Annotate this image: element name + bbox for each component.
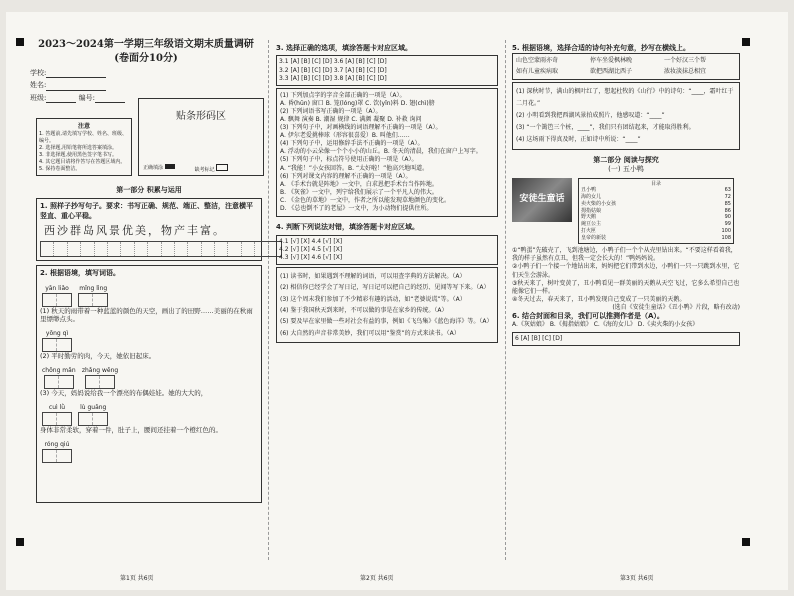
q2-line-3: chōng mǎn zhǎng wēng — [40, 367, 258, 389]
book-section — [512, 178, 740, 245]
column-1-body — [36, 186, 262, 503]
registration-mark — [16, 538, 24, 546]
q1-title: 1. 照样子抄写句子。要求：书写正确、规范、端正、整洁，注意横平竖直、重心平稳。 — [40, 202, 253, 220]
answer-box[interactable] — [42, 412, 72, 426]
q2-line-4: cuì lǜ lù guāng — [40, 404, 258, 426]
q2-line-2: yōng qì — [40, 330, 258, 352]
name-field[interactable]: 姓名: — [30, 81, 262, 90]
book-toc: 目录 丑小鸭 63 海的女儿 72 卖火柴的小女孩 85 拇指姑娘 86 野天鹅 90 豌豆公主 99 打火匣 100 皇帝的新装 108 — [578, 178, 734, 245]
class-field[interactable]: 班级: 编号: — [30, 94, 262, 103]
column-2 — [276, 44, 498, 343]
q3-items: (1) 下列加点字的字音全部正确的一项是（A）。 A. 昏(hūn) 窗口 B. 笼(lóng)罩 C. 饮(yǐn)料 D. 翅(chì)膀 (2) 下列词语书写正确的一项是（A）。 A. 飘舞 演奏 B. 潮湿 规律 C. 满颜 凝聚 D. 补救 询问 (3) 下列句子中，对画横线的词语理解不正确的一项是（A）。 A. 伊尔老爱挑棒球（形容很喜爱）B. 叫他们…… (4) 下列句子中，运用修辞手法不正确的一项是（A）。 A. 浮动的小云朵像一个个小小的山丘。B. 冬天的清晨，我们在窗户上写字。 (5) 下列句子中，标点符号使用正确的一项是（A）。 A. “我能！”小女孩回答。B. “太好啦！”他高兴地叫道。 (6) 下列对课文内容的理解不正确的一项是（A）。 A. 《手术台就是阵地》一文中，白求恩把手术台当作阵地。 B. 《灰雀》一文中，列宁给我们展示了一个平凡人的伟大。 C. 《金色的草地》一文中，作者之所以能发现草地颜色的变化。 D. 《总也倒不了的老屋》一文中，为小动物们提供住所。 — [276, 88, 498, 217]
q2-box — [36, 265, 262, 503]
exam-title: 2023～2024第一学期三年级语文期末质量调研 — [38, 39, 254, 50]
q5-title: 5. 根据语境，选择合适的诗句补充句意，抄写在横线上。 — [512, 44, 690, 52]
q2-line-1: yān liǎo mǐng lìng — [40, 285, 258, 307]
page-footer-3: 第3页 共6页 — [620, 575, 654, 582]
registration-mark — [742, 538, 750, 546]
q2-p3: (3) 今天，妈妈说给我一个漂亮的布偶娃娃。她的大大的， — [40, 389, 208, 398]
exam-subtitle: (卷面分10分) — [114, 52, 178, 64]
answer-box[interactable] — [42, 449, 72, 463]
q3-answer-card[interactable]: 3.1 [A] [B] [C] [D] 3.6 [A] [B] [C] [D] 3.2 [A] [B] [C] [D] 3.7 [A] [B] [C] [D] 3.3 [A] [B] [C] [D] 3.8 [A] [B] [C] [D] — [276, 55, 498, 85]
page-footer-1: 第1页 共6页 — [120, 575, 154, 582]
q2-line-5: róng qiú — [40, 441, 258, 463]
page-footer-2: 第2页 共6页 — [360, 575, 394, 582]
notice-box: 注意 1. 答题前,请先填写学校、姓名、班级、编号。 2. 选择题,用铅笔将所选答案填涂。 3. 非选择题,使用黑色签字笔书写。 4. 其它题目请将作答写在答题区域内。 5. 保持卷面整洁。 — [36, 118, 132, 176]
answer-box[interactable] — [42, 338, 72, 352]
q4-title: 4. 判断下列说法对错，填涂答题卡对应区域。 — [276, 223, 419, 232]
answer-box[interactable] — [42, 293, 72, 307]
q5-items: (1) 深秋时节，满山的枫叶红了，想起杜牧的《山行》中的诗句：“____，霜叶红于二月花。” (2) 小明看到我把西湖风景拍成照片，他感叹道：“____” (3) “一个篱笆三个桩，____”，我们只有团结起来，才能取得胜利。 (4) 这场雨下得真及时，正如诗中所说：“____” — [512, 82, 740, 150]
barcode-area: 贴条形码区 正确填涂 缺考标记 — [138, 98, 264, 176]
q2-p4: 身体非常柔软，穿着一件，肚子上，腰间还挂着一个橙红色的。 — [40, 426, 222, 435]
q3-title: 3. 选择正确的选项，填涂答题卡对应区域。 — [276, 44, 412, 52]
q2-p1: (1) 秋天的雨带着一种蓝蓝的颜色的天空，画出了的田野……美丽的在秋雨里缥缈点头。 — [40, 306, 253, 324]
q6-answer-card[interactable]: 6 [A] [B] [C] [D] — [512, 332, 740, 346]
column-1 — [30, 38, 262, 106]
column-divider — [505, 40, 506, 560]
answer-box[interactable] — [44, 375, 74, 389]
answer-box[interactable] — [78, 412, 108, 426]
q1-box — [36, 198, 262, 261]
school-field[interactable]: 学校: — [30, 69, 262, 78]
registration-mark — [742, 38, 750, 46]
q4-items: (1) 读书时，如果遇到不理解的词语，可以用查字典的方法解决。（A） (2) 相信你已经学会了写日记，写日记可以把自己的经历、见闻等写下来。（A） (3) 这个周末我们参加了不少精彩有趣的活动，如“老婆说谎”等。（A） (4) 鉴于我国秋天到来时，不可以做的事是在家乡的传统。（A） (5) 要及早在家里做一些对社会有益的事，例如《飞鸟集》《蓝色海洋》等。（A） (6) 大自然的声音非常美妙，我们可以用“鉴赏”的方式来读书。（A） — [276, 267, 498, 343]
q1-sentence: 西沙群岛风景优美，物产丰富。 — [44, 224, 226, 238]
part1-title: 第一部分 积累与运用 — [116, 186, 182, 194]
answer-box[interactable] — [85, 375, 115, 389]
q4-answer-card[interactable]: 4.1 [√] [X] 4.4 [√] [X] 4.2 [√] [X] 4.5 [√] [X] 4.3 [√] [X] 4.6 [√] [X] — [276, 235, 498, 265]
column-divider — [268, 40, 269, 560]
reading-passage: ①“鸭蛋”先破壳了，飞到池塘边，小鸭子们一个个从壳里钻出来。“不要这样看着我，我的样子虽然有点丑，但我一定会长大的！”鸭妈妈说。 ②小鸭子们一个接一个地钻出来，妈妈把它们带到水边，小鸭们一只一只跳到水里，它们天生会游泳。 ③秋天来了，树叶变黄了，丑小鸭看见一群美丽的天鹅从天空飞过，它多么希望自己也能像它们一样。 ④冬天过去，春天来了，丑小鸭发现自己变成了一只美丽的天鹅。 (选自《安徒生童话》《丑小鸭》片段，略有改动) 6. 结合封面和目录，我们可以推测作者是（A）。 A.《灰姑娘》 B.《拇指姑娘》 C.《海的女儿》 D.《卖火柴的小女孩》 — [512, 247, 740, 329]
book-cover-image: 安徒生童话 — [512, 178, 572, 222]
column-3 — [512, 44, 740, 348]
fill-correct-label: 正确填涂 — [143, 164, 175, 173]
q2-p2: (2) 平时勤劳的肉，今天，她依旧起床。 — [40, 352, 156, 361]
part2-title: 第二部分 阅读与探究 — [593, 155, 659, 164]
q1-writing-grid[interactable] — [40, 241, 282, 257]
answer-box[interactable] — [78, 293, 108, 307]
q2-title: 2. 根据语境，填写词语。 — [40, 269, 120, 278]
q5-poem-options: 山色空蒙雨亦奇 停车坐爱枫林晚 一个好汉三个帮 如有儿童疾病取 欲把西湖比西子 浓妆淡抹总相宜 — [512, 53, 740, 79]
registration-mark — [16, 38, 24, 46]
part2-subtitle: (一) 五小鸭 — [608, 165, 644, 174]
absent-mark-label: 缺考标记 — [195, 164, 229, 173]
